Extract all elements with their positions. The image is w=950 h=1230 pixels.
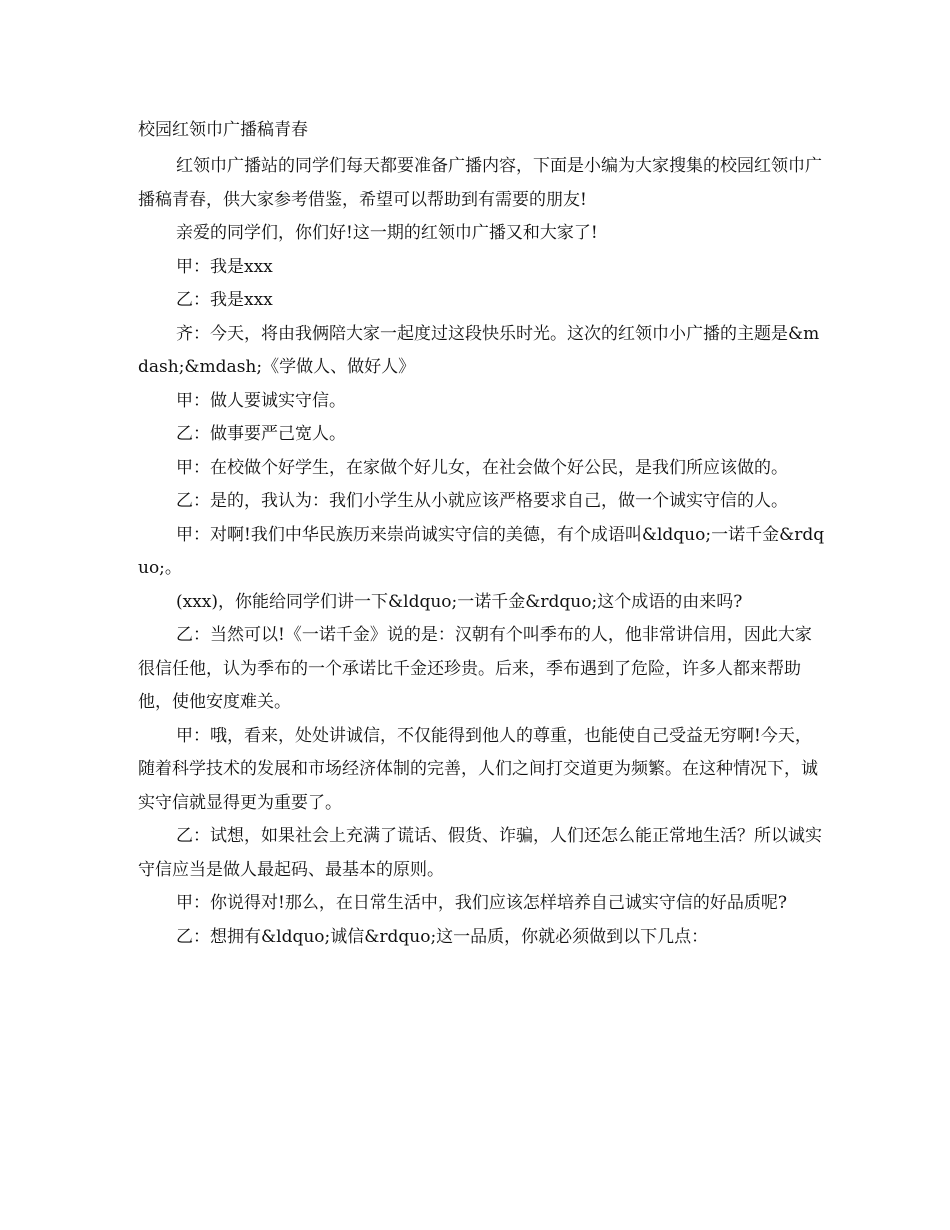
paragraph-points-lead: 乙：想拥有&ldquo;诚信&rdquo;这一品质，你就必须做到以下几点：: [176, 926, 709, 947]
paragraph-jia-intro: 甲：我是xxx: [176, 256, 273, 277]
paragraph-strict: 乙：做事要严己宽人。: [176, 424, 346, 444]
paragraph-cultivate-question: 甲：你说得对!那么，在日常生活中，我们应该怎样培养自己诚实守信的好品质呢?: [176, 893, 787, 913]
paragraph-good-citizen: 甲：在校做个好学生，在家做个好儿女，在社会做个好公民，是我们所应该做的。: [176, 457, 788, 478]
paragraph-student-requirement: 乙：是的，我认为：我们小学生从小就应该严格要求自己，做一个诚实守信的人。: [176, 491, 788, 511]
paragraph-yi-intro: 乙：我是xxx: [176, 290, 273, 310]
document-body: [138, 150, 828, 954]
paragraph-honesty: 甲：做人要诚实守信。: [176, 390, 346, 411]
paragraph-idiom: 甲：对啊!我们中华民族历来崇尚诚实守信的美德，有个成语叫&ldquo;一诺千金&rdquo;。: [138, 524, 825, 578]
paragraph-greeting: 亲爱的同学们，你们好!这一期的红领巾广播又和大家了!: [176, 223, 598, 243]
paragraph-integrity-benefit: 甲：哦，看来，处处讲诚信，不仅能得到他人的尊重，也能使自己受益无穷啊!今天，随着科学技术的发展和市场经济体制的完善，人们之间打交道更为频繁。在这种情况下，诚实守信就显得更为重要了。: [138, 725, 818, 813]
paragraph-intro: 红领巾广播站的同学们每天都要准备广播内容，下面是小编为大家搜集的校园红领巾广播稿青春，供大家参考借鉴，希望可以帮助到有需要的朋友!: [138, 156, 822, 210]
document-title: 校园红领巾广播稿青春: [138, 120, 308, 140]
paragraph-theme: 齐：今天，将由我俩陪大家一起度过这段快乐时光。这次的红领巾小广播的主题是&mdash;&mdash;《学做人、做好人》: [138, 323, 820, 377]
paragraph-ji-bu-story: 乙：当然可以!《一诺千金》说的是：汉朝有个叫季布的人，他非常讲信用，因此大家很信任他，认为季布的一个承诺比千金还珍贵。后来，季布遇到了危险，许多人都来帮助他，使他安度难关。: [138, 625, 812, 712]
paragraph-society: 乙：试想，如果社会上充满了谎话、假货、诈骗，人们还怎么能正常地生活？所以诚实守信应当是做人最起码、最基本的原则。: [138, 826, 822, 880]
paragraph-idiom-question: (xxx)，你能给同学们讲一下&ldquo;一诺千金&rdquo;这个成语的由来吗?: [176, 591, 743, 612]
